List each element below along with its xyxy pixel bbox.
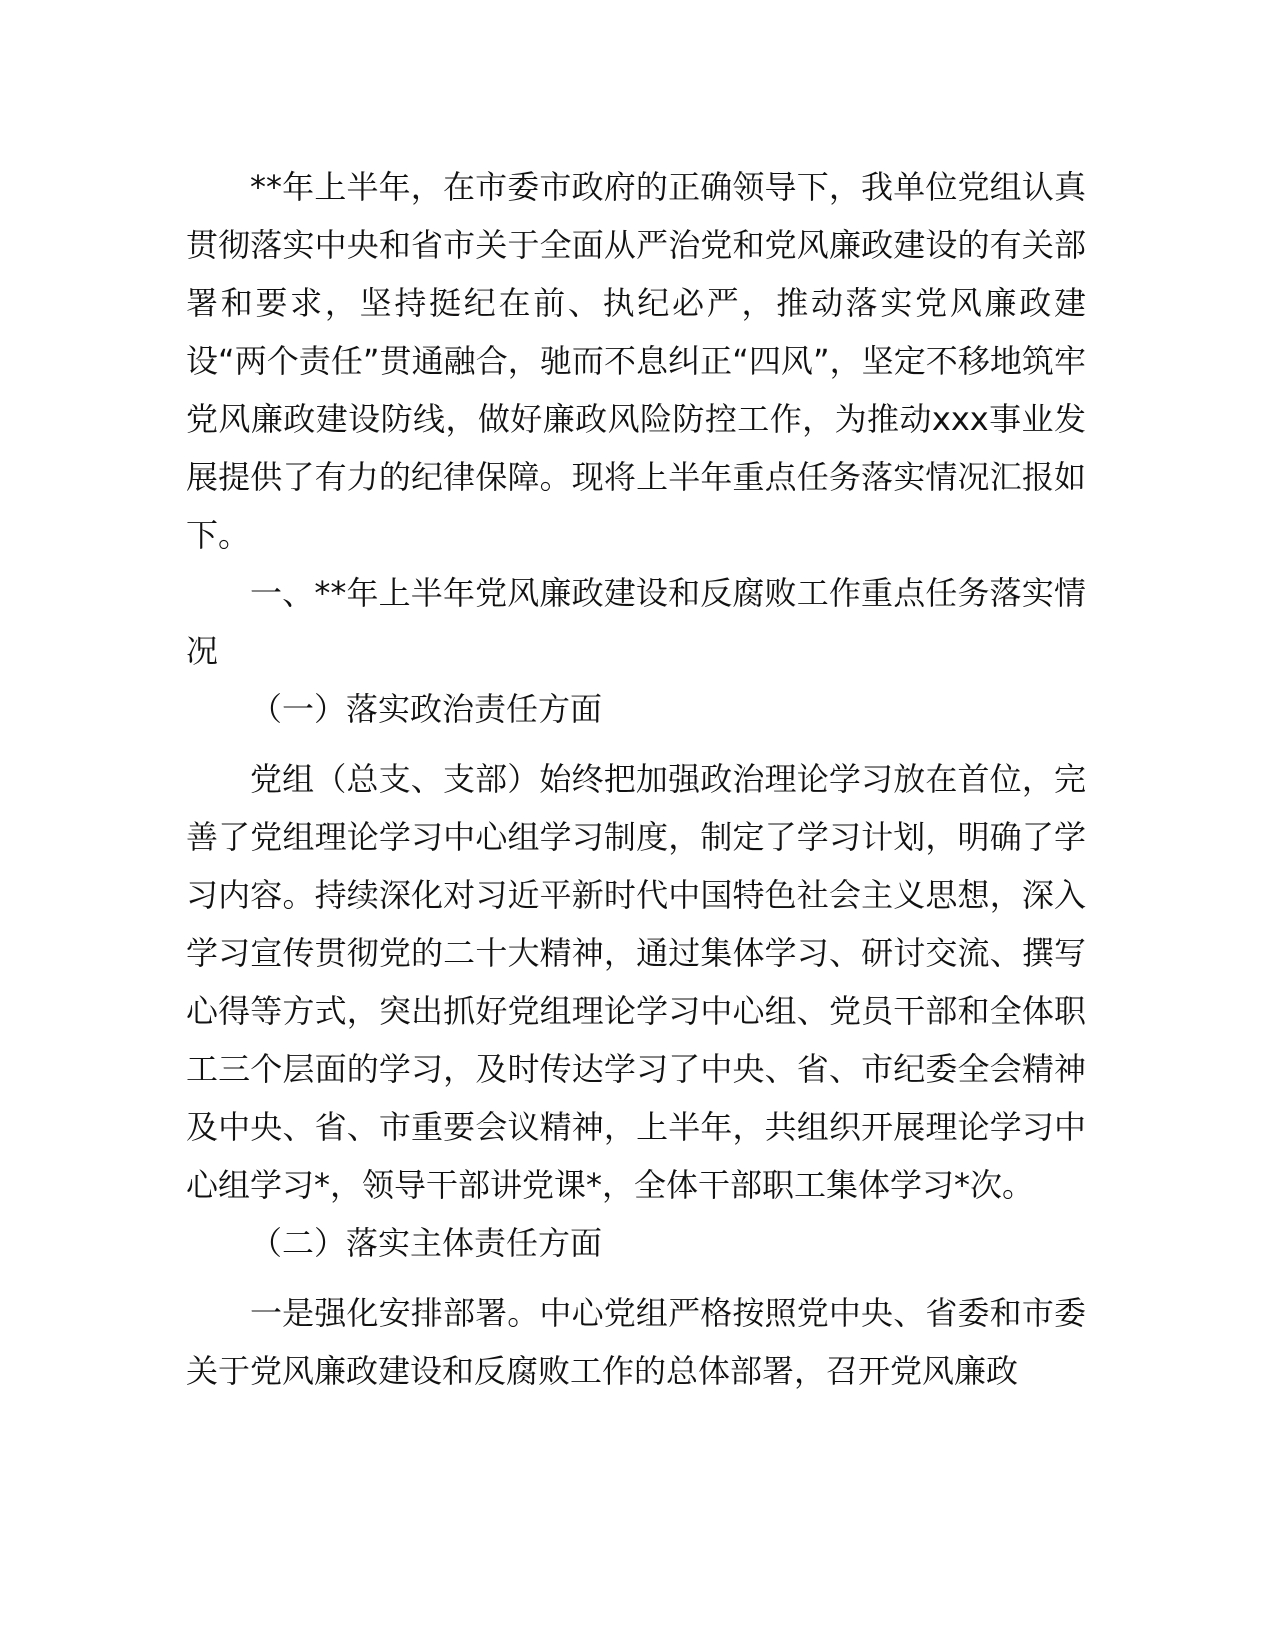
intro-paragraph: **年上半年，在市委市政府的正确领导下，我单位党组认真贯彻落实中央和省市关于全面从严治党和党风廉政建设的有关部署和要求，坚持挺纪在前、执纪必严，推动落实党风廉政建设“两个责任”贯通融合，驰而不息纠正“四风”，坚定不移地筑牢党风廉政建设防线，做好廉政风险防控工作，为推动xxx事业发展提供了有力的纪律保障。现将上半年重点任务落实情况汇报如下。 — [186, 168, 1086, 554]
main-responsibility-paragraph: 一是强化安排部署。中心党组严格按照党中央、省委和市委关于党风廉政建设和反腐败工作的总体部署，召开党风廉政 — [186, 1294, 1086, 1390]
document-body — [186, 158, 1086, 1400]
political-responsibility-paragraph: 党组（总支、支部）始终把加强政治理论学习放在首位，完善了党组理论学习中心组学习制度，制定了学习计划，明确了学习内容。持续深化对习近平新时代中国特色社会主义思想，深入学习宣传贯彻党的二十大精神，通过集体学习、研讨交流、撰写心得等方式，突出抓好党组理论学习中心组、党员干部和全体职工三个层面的学习，及时传达学习了中央、省、市纪委全会精神及中央、省、市重要会议精神，上半年，共组织开展理论学习中心组学习*，领导干部讲党课*，全体干部职工集体学习*次。 — [186, 760, 1086, 1204]
subsection-heading-2: （二）落实主体责任方面 — [250, 1224, 603, 1262]
subsection-heading-1: （一）落实政治责任方面 — [250, 690, 603, 728]
section-heading-1: 一、**年上半年党风廉政建设和反腐败工作重点任务落实情况 — [186, 574, 1086, 670]
